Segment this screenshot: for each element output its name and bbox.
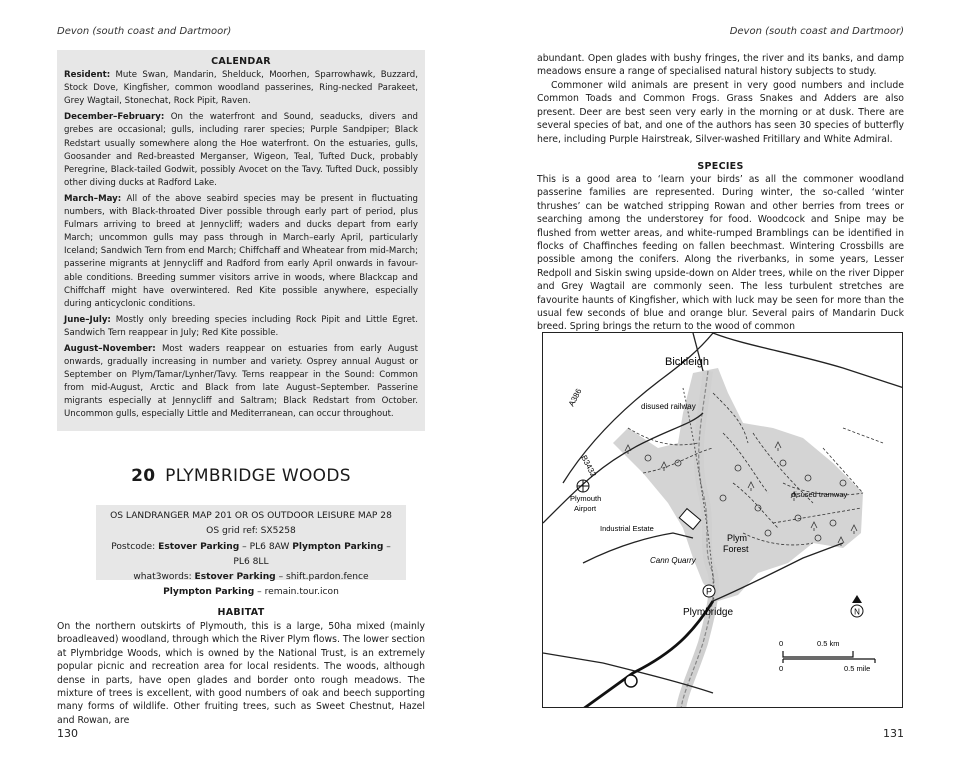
roundabout: [625, 675, 637, 687]
calendar-dec-feb: December–February: On the waterfront and Sound, seaducks, divers and grebes are occasional; gulls, including rarer species; Purple Sandpiper; Black Redstart usually somewhere along the Hoe waterfront. On the estuaries, gulls, Goosander and Red-breasted Merganser, Wigeon, Teal, Tufted Duck, probably Peregrine, Black-tailed Godwit, possibly Avocet on the Tavy. Tufted Duck, possibly other diving ducks at Radford Lake.: [64, 112, 418, 188]
label-industrial-estate: Industrial Estate: [600, 524, 654, 533]
w3w-line: what3words: Estover Parking – shift.pardon.fence: [133, 572, 369, 583]
label-bickleigh: Bickleigh: [665, 356, 710, 368]
label-plym: Plym: [727, 533, 747, 543]
site-map: [542, 332, 903, 708]
calendar-aug-nov: August–November: Most waders reappear on estuaries from early August onwards, gradually increasing in number and variety. Osprey annual August or September on Plym/Tamar/Lynher/Tavy. Terns reappear in the Sound: Common from mid-August, Arctic and Black from late August–September. Passerine migrants especially at Jennycliff and Saltram; Black Redstart from October. Uncommon gulls, especially Little and Mediterranean, can occur throughout.: [64, 343, 418, 420]
label-forest: Forest: [723, 544, 749, 554]
label-cann-quarry: Cann Quarry: [650, 556, 696, 565]
site-heading: [57, 466, 425, 486]
habitat-text: On the northern outskirts of Plymouth, this is a large, 50ha mixed (mainly broadleaved) woodland, through which the River Plym flows. The lower section at Plymbridge Woods, which is owned by the National Trust, is an extremely popular picnic and recreation area for local residents. The woods, although dense in parts, have open glades and border onto rough meadows. The mixture of trees is excellent, with good numbers of oak and beech supporting many forms of wildlife. Other fruiting trees, such as Sweet Chestnut, Hazel and Rowan, are: [57, 621, 425, 726]
grid-ref-line: OS grid ref: SX5258: [206, 526, 296, 537]
airport-icon: [577, 480, 589, 492]
calendar-title: CALENDAR: [211, 56, 271, 67]
running-head-left: Devon (south coast and Dartmoor): [57, 26, 232, 37]
page-number-right: 131: [883, 727, 904, 740]
calendar-resident: Resident: Mute Swan, Mandarin, Shelduck, Moorhen, Sparrowhawk, Buzzard, Stock Dove, Kingfisher, common woodland passerines, Ring-necked Parakeet, Grey Wagtail, Stonechat, Rock Pipit, Raven.: [64, 70, 418, 107]
label-airport-2: Airport: [574, 504, 597, 513]
north-arrow-icon: [851, 595, 863, 617]
road-top: [713, 333, 903, 388]
site-number: 20: [131, 466, 156, 486]
label-b3432: B3432: [579, 453, 599, 479]
calendar-jun-jul: June–July: Mostly only breeding species including Rock Pipit and Little Egret. Sandwich Tern reappear in July; Red Kite possible.: [64, 314, 418, 338]
label-a386: A386: [566, 387, 584, 408]
parking-label: P: [705, 586, 713, 597]
scale-bar: [783, 651, 875, 663]
running-head-right: Devon (south coast and Dartmoor): [729, 26, 904, 37]
scale-km-zero: 0: [779, 639, 784, 648]
label-airport-1: Plymouth: [570, 494, 602, 503]
label-disused-tramway: disused tramway: [791, 490, 848, 499]
label-disused-railway: disused railway: [641, 402, 696, 411]
habitat-continued-2: Commoner wild animals are present in very good numbers and include Common Toads and Common Frogs. Grass Snakes and Adders are also present. Deer are best seen very early in the morning or at dusk. There are several species of bat, and one of the authors has seen 30 species of butterfly here, including Purple Hairstreak, Silver-washed Fritillary and White Admiral.: [537, 80, 904, 145]
site-info-box: [96, 505, 406, 598]
scale-km-label: 0.5 km: [817, 639, 840, 648]
north-label: N: [854, 607, 860, 617]
label-plymbridge: Plymbridge: [683, 607, 734, 618]
calendar-box: [57, 50, 425, 431]
calendar-mar-may: March–May: All of the above seabird species may be present in fluctuating numbers, with Black-throated Diver possible through early part of period, plus Fulmars arriving to breed at Jennycliff; waders and ducks depart from early March; uncommon gulls may pass through in March–early April, particularly Iceland; Sandwich Tern from end March; Chiffchaff and Wheatear from mid-March; passerine migrants at Jennycliff and Radford from early April onwards in favour-able conditions. Breeding summer visitors arrive in woods, where Blackcap and Chiffchaff might have overwintered. Red Kite possible anywhere, especially during anticyclonic conditions.: [64, 193, 418, 309]
postcode-line: Postcode: Estover Parking – PL6 8AW Plympton Parking – PL6 8LL: [111, 541, 391, 567]
page-number-left: 130: [57, 727, 78, 740]
scale-mile-label: 0.5 mile: [844, 664, 871, 673]
w3w-line-2: Plympton Parking – remain.tour.icon: [163, 587, 339, 598]
habitat-heading: HABITAT: [217, 607, 265, 618]
species-text: This is a good area to ‘learn your birds’ as all the commoner woodland passerine families are represented. During winter, the so-called ‘winter thrushes’ can be watched stripping Rowan and other berries from trees or searching among the understorey for food. Woodcock and Snipe may be flushed from wetter areas, and white-rumped Bramblings can be identified in flocks of Chaffinches feeding on fallen beechmast. Wintering Crossbills are possible among the conifers. Along the riverbanks, in some years, Lesser Redpoll and Siskin swing upside-down on Alder trees, while on the river Dipper and Grey Wagtail are commonly seen. The less turbulent stretches are favourite haunts of Kingfisher, which with luck may be seen for more than the usual few seconds of blue and orange blur. Several pairs of Mandarin Duck breed. Spring brings the return to the wood of common: [537, 174, 904, 333]
scale-mile-zero: 0: [779, 664, 784, 673]
os-map-line: OS LANDRANGER MAP 201 OR OS OUTDOOR LEISURE MAP 28: [110, 511, 392, 521]
species-heading: SPECIES: [697, 161, 744, 172]
map-svg: [543, 333, 903, 708]
site-name: PLYMBRIDGE WOODS: [165, 466, 351, 486]
habitat-continued-1: abundant. Open glades with bushy fringes, the river and its banks, and damp meadows ensure a range of specialised natural history subjects to study.: [537, 53, 904, 78]
